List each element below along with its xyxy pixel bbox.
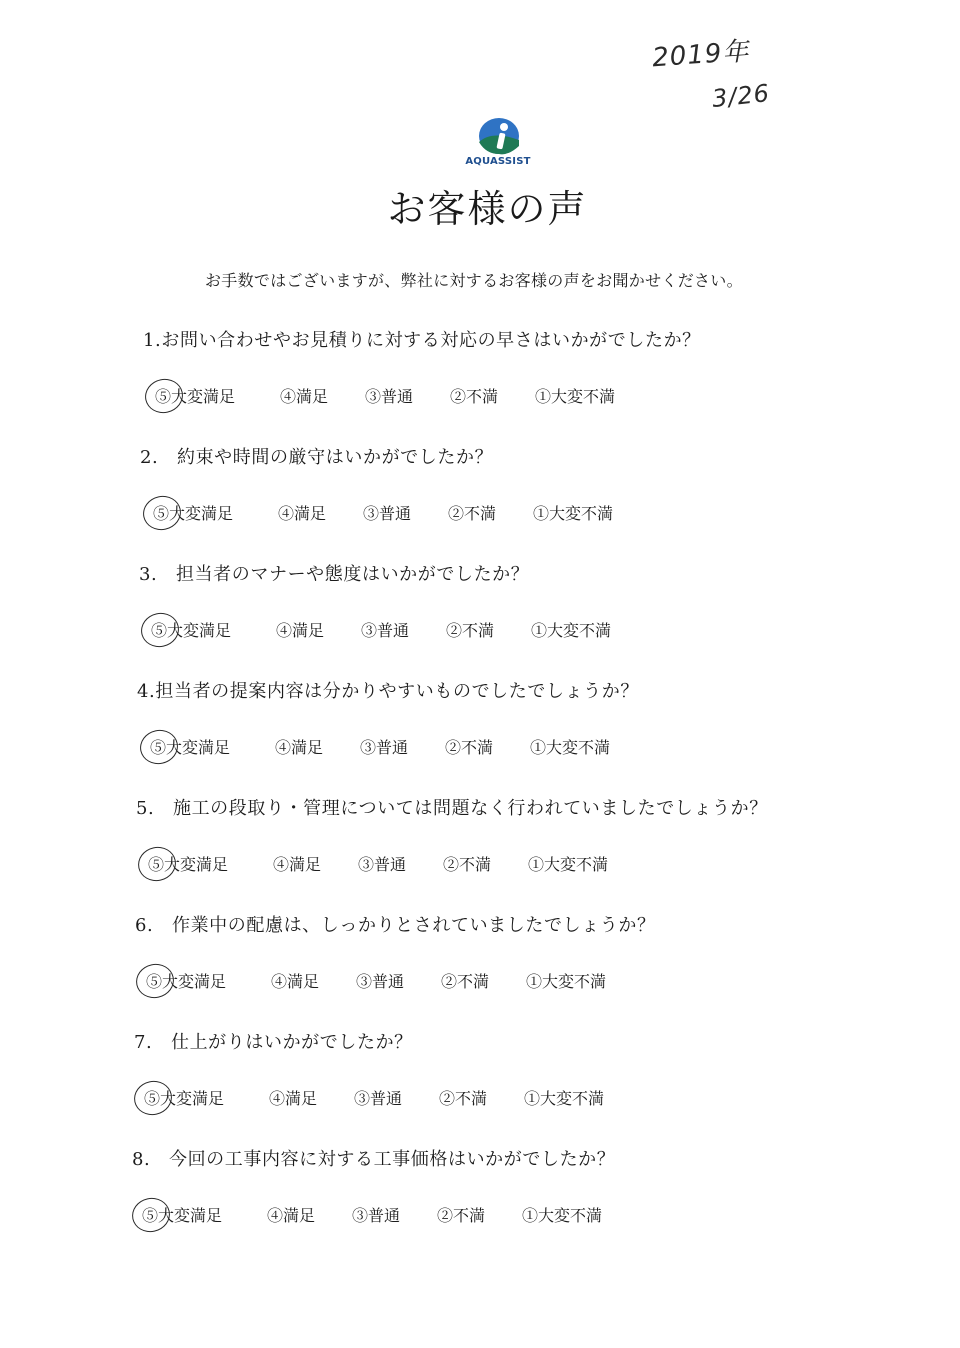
selected-circle-mark: [135, 843, 179, 884]
answer-option-5[interactable]: ⑤大変満足: [151, 621, 232, 640]
answer-option-5[interactable]: ⑤大変満足: [142, 1206, 223, 1225]
answer-option-2[interactable]: ②不満: [445, 738, 494, 757]
selected-circle-mark: [131, 1077, 175, 1118]
answer-option-4[interactable]: ④満足: [275, 738, 324, 757]
aquassist-logo: [462, 116, 534, 172]
page-title: お客様の声: [387, 187, 588, 231]
answer-option-3[interactable]: ③普通: [356, 972, 405, 991]
question-6: 6. 作業中の配慮は、しっかりとされていましたでしょうか？: [135, 915, 656, 936]
answer-option-2[interactable]: ②不満: [443, 855, 492, 874]
answer-option-2[interactable]: ②不満: [439, 1089, 488, 1108]
answer-option-1[interactable]: ①大変不満: [533, 504, 614, 523]
question-5: 5. 施工の段取り・管理については問題なく行われていましたでしょうか？: [136, 798, 768, 819]
selected-circle-mark: [140, 492, 184, 533]
answer-option-5[interactable]: ⑤大変満足: [148, 855, 229, 874]
question-1: 1.お問い合わせやお見積りに対する対応の早さはいかがでしたか？: [143, 330, 701, 351]
answer-option-2[interactable]: ②不満: [437, 1206, 486, 1225]
answer-option-2[interactable]: ②不満: [448, 504, 497, 523]
answer-option-1[interactable]: ①大変不満: [528, 855, 609, 874]
selected-circle-mark: [142, 375, 186, 416]
answer-option-3[interactable]: ③普通: [360, 738, 409, 757]
intro-text: お手数ではございますが、弊社に対するお客様の声をお聞かせください。: [205, 271, 743, 290]
question-3: 3. 担当者のマナーや態度はいかがでしたか？: [139, 564, 530, 585]
aquassist-logo-icon: [462, 116, 534, 158]
answer-option-5[interactable]: ⑤大変満足: [146, 972, 227, 991]
answer-option-4[interactable]: ④満足: [276, 621, 325, 640]
answer-option-5[interactable]: ⑤大変満足: [144, 1089, 225, 1108]
answer-option-1[interactable]: ①大変不満: [522, 1206, 603, 1225]
logo-text: AQUASSIST: [465, 156, 531, 167]
answer-option-1[interactable]: ①大変不満: [524, 1089, 605, 1108]
question-4: 4.担当者の提案内容は分かりやすいものでしたでしょうか？: [137, 681, 639, 702]
answer-option-5[interactable]: ⑤大変満足: [150, 738, 231, 757]
answer-option-2[interactable]: ②不満: [450, 387, 499, 406]
selected-circle-mark: [129, 1194, 173, 1235]
selected-circle-mark: [133, 960, 177, 1001]
question-7: 7. 仕上がりはいかがでしたか？: [134, 1032, 413, 1053]
selected-circle-mark: [137, 726, 181, 767]
handwritten-date: 3/26: [710, 79, 772, 113]
answer-option-3[interactable]: ③普通: [361, 621, 410, 640]
question-2: 2. 約束や時間の厳守はいかがでしたか？: [140, 447, 494, 468]
answer-option-1[interactable]: ①大変不満: [526, 972, 607, 991]
answer-option-4[interactable]: ④満足: [273, 855, 322, 874]
answer-option-1[interactable]: ①大変不満: [535, 387, 616, 406]
handwritten-year: 2019年: [651, 36, 751, 74]
answer-option-4[interactable]: ④満足: [271, 972, 320, 991]
answer-option-5[interactable]: ⑤大変満足: [155, 387, 236, 406]
question-8: 8. 今回の工事内容に対する工事価格はいかがでしたか？: [132, 1149, 616, 1170]
answer-option-3[interactable]: ③普通: [352, 1206, 401, 1225]
answer-option-4[interactable]: ④満足: [269, 1089, 318, 1108]
answer-option-4[interactable]: ④満足: [278, 504, 327, 523]
answer-option-5[interactable]: ⑤大変満足: [153, 504, 234, 523]
selected-circle-mark: [138, 609, 182, 650]
answer-option-2[interactable]: ②不満: [446, 621, 495, 640]
answer-option-3[interactable]: ③普通: [363, 504, 412, 523]
answer-option-2[interactable]: ②不満: [441, 972, 490, 991]
answer-option-1[interactable]: ①大変不満: [531, 621, 612, 640]
answer-option-3[interactable]: ③普通: [354, 1089, 403, 1108]
answer-option-1[interactable]: ①大変不満: [530, 738, 611, 757]
answer-option-4[interactable]: ④満足: [280, 387, 329, 406]
answer-option-3[interactable]: ③普通: [358, 855, 407, 874]
answer-option-4[interactable]: ④満足: [267, 1206, 316, 1225]
answer-option-3[interactable]: ③普通: [365, 387, 414, 406]
